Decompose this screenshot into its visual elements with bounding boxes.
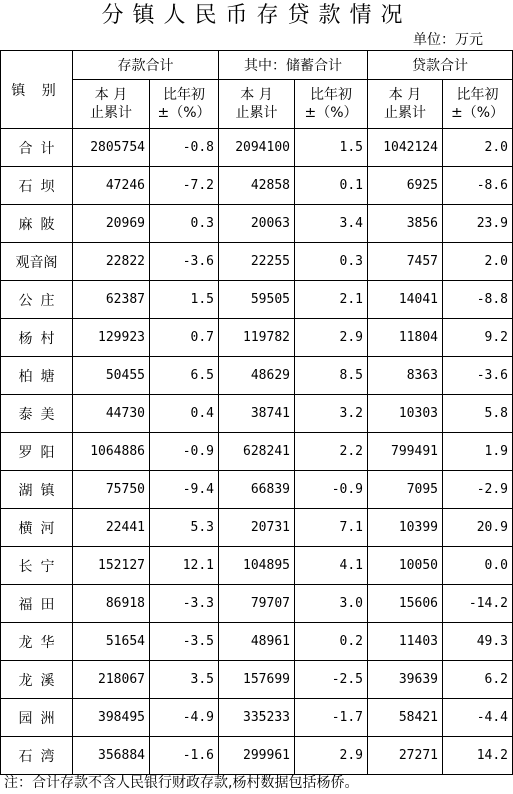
cell-loan-chg: 6.2	[443, 661, 513, 699]
table-row	[1, 167, 513, 205]
cell-loan: 58421	[368, 699, 443, 737]
cell-savings-chg: 0.3	[295, 243, 368, 281]
header-savings-total: 其中：储蓄合计	[219, 51, 368, 80]
cell-loan: 10399	[368, 509, 443, 547]
cell-savings: 79707	[219, 585, 295, 623]
cell-loan: 8363	[368, 357, 443, 395]
town-name: 横河	[1, 509, 73, 547]
town-name: 杨村	[1, 319, 73, 357]
cell-savings-chg: 3.2	[295, 395, 368, 433]
cell-deposit: 22822	[73, 243, 150, 281]
cell-savings: 66839	[219, 471, 295, 509]
town-name: 公庄	[1, 281, 73, 319]
cell-savings-chg: 2.9	[295, 737, 368, 775]
cell-savings: 299961	[219, 737, 295, 775]
header-row-subs	[1, 80, 513, 129]
cell-deposit-chg: -4.9	[150, 699, 219, 737]
header-town: 镇 别	[1, 51, 73, 129]
cell-deposit: 62387	[73, 281, 150, 319]
cell-loan: 14041	[368, 281, 443, 319]
cell-savings: 335233	[219, 699, 295, 737]
deposit-loan-table	[0, 50, 513, 775]
cell-loan-chg: -14.2	[443, 585, 513, 623]
cell-loan: 799491	[368, 433, 443, 471]
cell-savings-chg: 7.1	[295, 509, 368, 547]
cell-loan-chg: -8.6	[443, 167, 513, 205]
cell-savings-chg: -0.9	[295, 471, 368, 509]
table-row	[1, 661, 513, 699]
cell-loan-chg: -4.4	[443, 699, 513, 737]
cell-loan-chg: 2.0	[443, 129, 513, 167]
cell-loan: 10050	[368, 547, 443, 585]
cell-deposit-chg: 5.3	[150, 509, 219, 547]
cell-savings-chg: 0.1	[295, 167, 368, 205]
cell-deposit-chg: -9.4	[150, 471, 219, 509]
cell-savings-chg: 2.2	[295, 433, 368, 471]
town-name: 湖镇	[1, 471, 73, 509]
cell-savings-chg: -1.7	[295, 699, 368, 737]
cell-loan: 39639	[368, 661, 443, 699]
cell-loan: 10303	[368, 395, 443, 433]
cell-deposit: 86918	[73, 585, 150, 623]
cell-deposit: 20969	[73, 205, 150, 243]
cell-savings: 119782	[219, 319, 295, 357]
table-row	[1, 357, 513, 395]
town-name: 长宁	[1, 547, 73, 585]
table-row	[1, 699, 513, 737]
cell-deposit: 2805754	[73, 129, 150, 167]
town-name: 龙华	[1, 623, 73, 661]
header-deposit-cumulative: 本 月 止累计	[73, 80, 150, 129]
cell-loan: 7457	[368, 243, 443, 281]
header-deposit-total: 存款合计	[73, 51, 219, 80]
cell-deposit: 75750	[73, 471, 150, 509]
cell-deposit: 1064886	[73, 433, 150, 471]
cell-deposit: 129923	[73, 319, 150, 357]
cell-savings: 157699	[219, 661, 295, 699]
cell-savings-chg: 8.5	[295, 357, 368, 395]
cell-savings-chg: 1.5	[295, 129, 368, 167]
cell-deposit-chg: -1.6	[150, 737, 219, 775]
cell-savings: 20731	[219, 509, 295, 547]
cell-deposit-chg: 6.5	[150, 357, 219, 395]
cell-loan-chg: 14.2	[443, 737, 513, 775]
cell-loan-chg: 5.8	[443, 395, 513, 433]
cell-savings-chg: 2.9	[295, 319, 368, 357]
cell-loan-chg: 2.0	[443, 243, 513, 281]
table-row	[1, 547, 513, 585]
header-loan-change: 比年初 ±（%）	[443, 80, 513, 129]
cell-deposit-chg: -0.9	[150, 433, 219, 471]
town-name: 福田	[1, 585, 73, 623]
cell-deposit-chg: 0.7	[150, 319, 219, 357]
cell-savings: 628241	[219, 433, 295, 471]
cell-deposit: 47246	[73, 167, 150, 205]
cell-savings: 38741	[219, 395, 295, 433]
cell-savings: 48961	[219, 623, 295, 661]
town-name: 罗阳	[1, 433, 73, 471]
cell-savings: 48629	[219, 357, 295, 395]
cell-loan-chg: 20.9	[443, 509, 513, 547]
cell-savings: 42858	[219, 167, 295, 205]
cell-savings-chg: -2.5	[295, 661, 368, 699]
table-row	[1, 623, 513, 661]
cell-deposit-chg: 3.5	[150, 661, 219, 699]
town-name: 龙溪	[1, 661, 73, 699]
cell-savings: 59505	[219, 281, 295, 319]
town-name: 麻陂	[1, 205, 73, 243]
table-row	[1, 433, 513, 471]
header-savings-change: 比年初 ±（%）	[295, 80, 368, 129]
cell-loan: 15606	[368, 585, 443, 623]
cell-deposit-chg: 0.3	[150, 205, 219, 243]
unit-label: 单位：万元	[413, 32, 483, 48]
table-row	[1, 129, 513, 167]
table-row	[1, 509, 513, 547]
cell-deposit-chg: -7.2	[150, 167, 219, 205]
cell-loan: 3856	[368, 205, 443, 243]
cell-savings-chg: 3.0	[295, 585, 368, 623]
header-deposit-change: 比年初 ±（%）	[150, 80, 219, 129]
cell-savings-chg: 3.4	[295, 205, 368, 243]
cell-deposit-chg: -0.8	[150, 129, 219, 167]
cell-deposit-chg: 1.5	[150, 281, 219, 319]
cell-savings: 2094100	[219, 129, 295, 167]
page-title: 分镇人民币存贷款情况	[101, 3, 412, 28]
cell-loan: 11403	[368, 623, 443, 661]
cell-loan-chg: -3.6	[443, 357, 513, 395]
cell-deposit-chg: -3.6	[150, 243, 219, 281]
header-row-groups	[1, 51, 513, 80]
cell-loan: 7095	[368, 471, 443, 509]
cell-deposit-chg: 12.1	[150, 547, 219, 585]
town-name: 合计	[1, 129, 73, 167]
town-name: 园洲	[1, 699, 73, 737]
town-name: 石湾	[1, 737, 73, 775]
cell-loan-chg: 23.9	[443, 205, 513, 243]
cell-deposit-chg: 0.4	[150, 395, 219, 433]
cell-savings-chg: 2.1	[295, 281, 368, 319]
cell-savings-chg: 0.2	[295, 623, 368, 661]
cell-deposit-chg: -3.3	[150, 585, 219, 623]
cell-deposit-chg: -3.5	[150, 623, 219, 661]
town-name: 观音阁	[1, 243, 73, 281]
cell-loan: 27271	[368, 737, 443, 775]
cell-loan-chg: 1.9	[443, 433, 513, 471]
table-row	[1, 395, 513, 433]
table-row	[1, 205, 513, 243]
cell-deposit: 356884	[73, 737, 150, 775]
cell-deposit: 50455	[73, 357, 150, 395]
header-loan-cumulative: 本 月 止累计	[368, 80, 443, 129]
cell-loan: 11804	[368, 319, 443, 357]
cell-savings-chg: 4.1	[295, 547, 368, 585]
table-row	[1, 737, 513, 775]
cell-deposit: 51654	[73, 623, 150, 661]
cell-loan-chg: 9.2	[443, 319, 513, 357]
table-row	[1, 471, 513, 509]
table-row	[1, 281, 513, 319]
footnote: 注：合计存款不含人民银行财政存款,杨村数据包括杨侨。	[4, 775, 359, 791]
cell-savings: 22255	[219, 243, 295, 281]
cell-savings: 20063	[219, 205, 295, 243]
table-row	[1, 319, 513, 357]
table-row	[1, 585, 513, 623]
town-name: 石坝	[1, 167, 73, 205]
cell-deposit: 398495	[73, 699, 150, 737]
town-name: 泰美	[1, 395, 73, 433]
cell-deposit: 22441	[73, 509, 150, 547]
header-loan-total: 贷款合计	[368, 51, 513, 80]
cell-savings: 104895	[219, 547, 295, 585]
cell-loan-chg: 0.0	[443, 547, 513, 585]
cell-loan-chg: -2.9	[443, 471, 513, 509]
cell-loan: 6925	[368, 167, 443, 205]
cell-loan: 1042124	[368, 129, 443, 167]
town-name: 柏塘	[1, 357, 73, 395]
cell-deposit: 44730	[73, 395, 150, 433]
cell-deposit: 152127	[73, 547, 150, 585]
header-savings-cumulative: 本 月 止累计	[219, 80, 295, 129]
cell-loan-chg: -8.8	[443, 281, 513, 319]
table-row	[1, 243, 513, 281]
cell-loan-chg: 49.3	[443, 623, 513, 661]
cell-deposit: 218067	[73, 661, 150, 699]
